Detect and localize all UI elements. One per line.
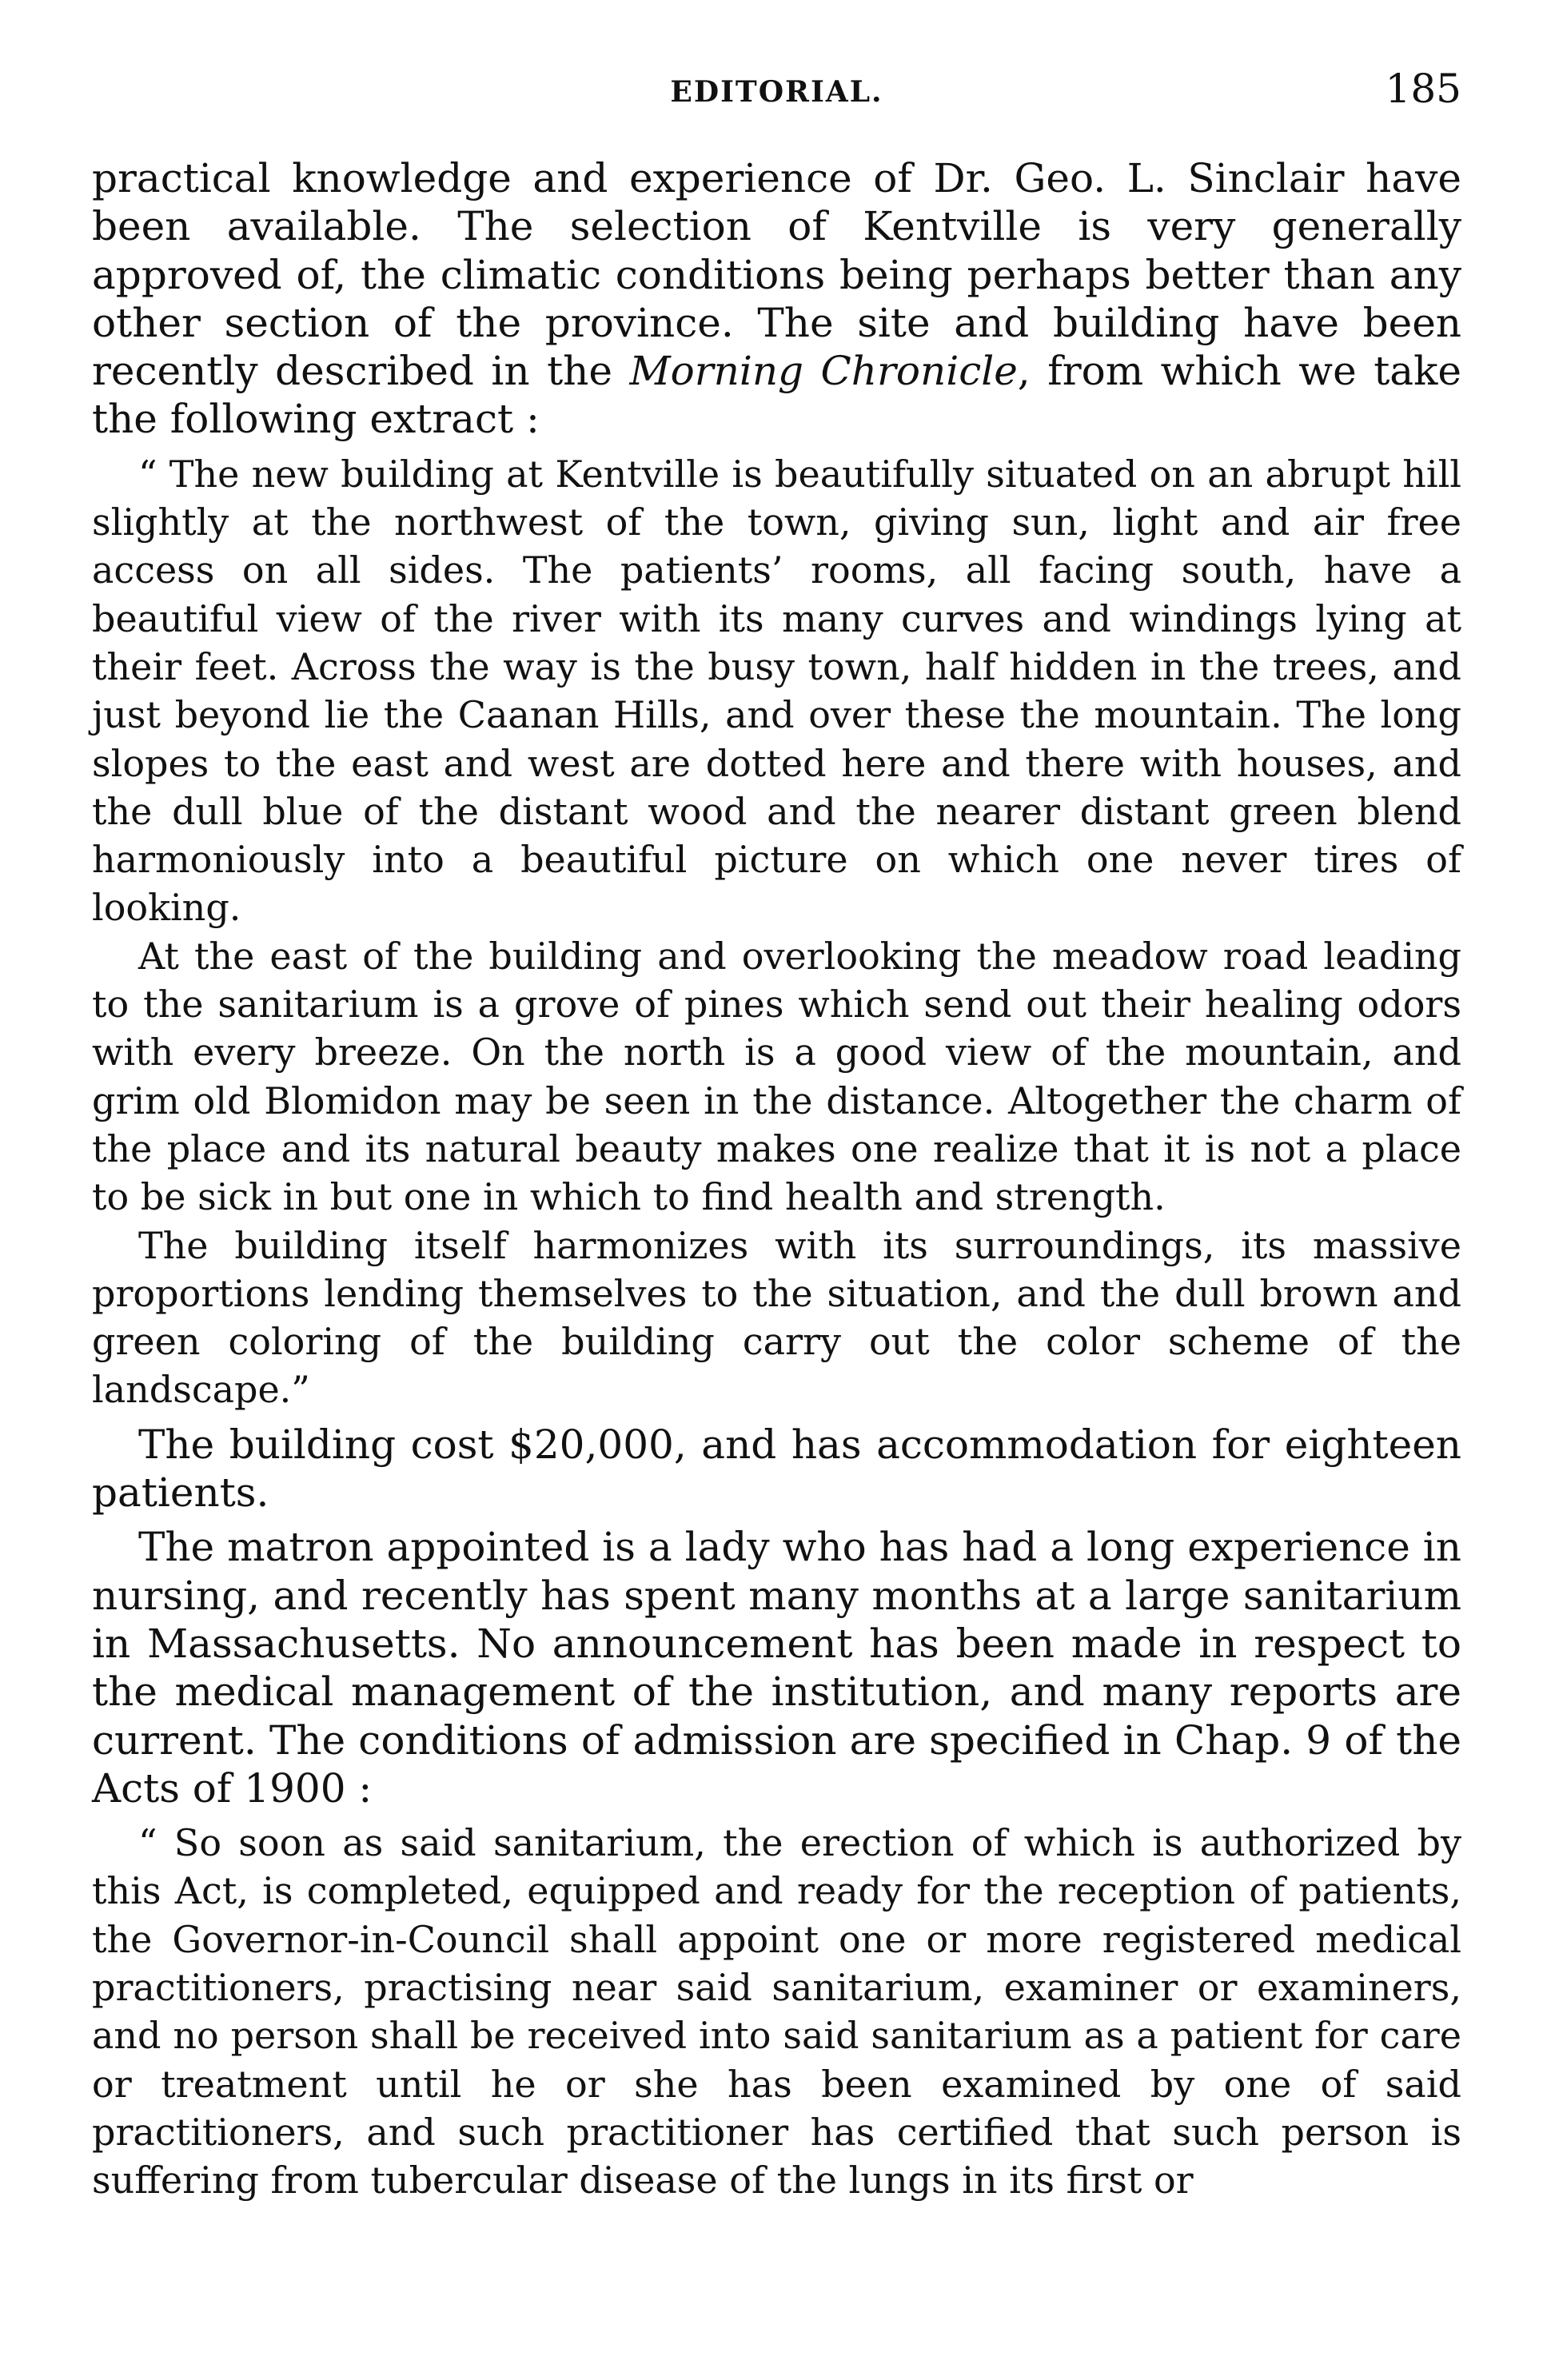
paragraph-1-tail: , from which we take the following extract : (92, 348, 1461, 443)
paragraph-matron: The matron appointed is a lady who has had a long experience in nursing, and recently has spent many months at a large sanitarium in Massachusetts. No announcement has been made in respect to the medical management of the institution, and many reports are current. The conditions of admission are specified in Chap. 9 of the Acts of 1900 : (92, 1524, 1461, 1812)
quote-paragraph-3: The building itself harmonizes with its surroundings, its massive proportions lending themselves to the situation, and the dull brown and green coloring of the building carry out the color scheme of the landscape.” (92, 1223, 1461, 1412)
newspaper-title: Morning Chronicle (629, 348, 1018, 395)
running-head: EDITORIAL. (670, 75, 883, 109)
body-text (92, 154, 1461, 2204)
quote-paragraph-act: “ So soon as said sanitarium, the erection of which is authorized by this Act, is completed, equipped and ready for the reception of patients, the Governor-in-Council shall appoint one or more registered medical practitioners, practising near said sanitarium, examiner or examiners, and no person shall be received into said sanitarium as a patient for care or treatment until he or she has been examined by one of said practitioners, and such practitioner has certified that such person is suffering from tubercular disease of the lungs in its first or (92, 1821, 1461, 2203)
paragraph-1 (92, 154, 1461, 444)
quote-paragraph-2: At the east of the building and overlooking the meadow road leading to the sanitarium is a grove of pines which send out their healing odors with every breeze. On the north is a good view of the mountain, and grim old Blomidon may be seen in the distance. Altogether the charm of the place and its natural beauty makes one realize that it is not a place to be sick in but one in which to find health and strength. (92, 934, 1461, 1219)
paragraph-cost: The building cost $20,000, and has accommodation for eighteen patients. (92, 1421, 1461, 1517)
page-number: 185 (1385, 66, 1461, 112)
page-header (92, 66, 1461, 122)
paragraph-1-text: practical knowledge and experience of Dr. Geo. L. Sinclair have been available. The selection of Kentville is very generally approved of, the climatic conditions being perhaps better than any other section of the province. The site and building have been recently described in the (92, 155, 1461, 395)
quote-paragraph-1: “ The new building at Kentville is beautifully situated on an abrupt hill slightly at the northwest of the town, giving sun, light and air free access on all sides. The patients’ rooms, all facing south, have a beautiful view of the river with its many curves and windings lying at their feet. Across the way is the busy town, half hidden in the trees, and just beyond lie the Caanan Hills, and over these the mountain. The long slopes to the east and west are dotted here and there with houses, and the dull blue of the distant wood and the nearer distant green blend harmoniously into a beautiful picture on which one never tires of looking. (92, 452, 1461, 930)
